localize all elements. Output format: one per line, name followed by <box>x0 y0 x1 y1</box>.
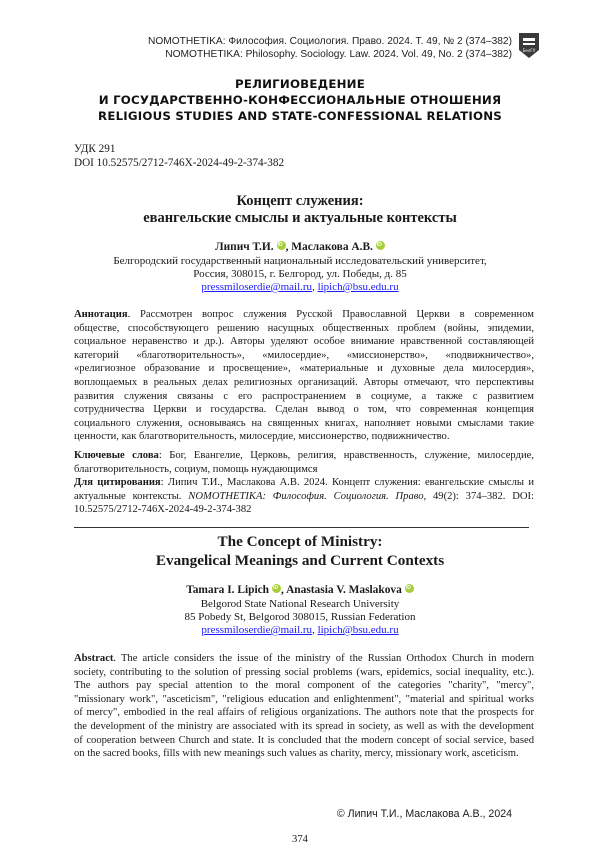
author-name: Липич Т.И. <box>215 241 274 253</box>
section-title-line2: И ГОСУДАРСТВЕННО-КОНФЕССИОНАЛЬНЫЕ ОТНОШЕНИЯ <box>98 93 502 107</box>
keywords-label: Ключевые слова <box>74 450 159 461</box>
doi: DOI 10.52575/2712-746X-2024-49-2-374-382 <box>74 157 285 169</box>
title-ru-line2: евангельские смыслы и актуальные контексты <box>143 210 457 226</box>
author-name: Tamara I. Lipich <box>186 584 269 596</box>
email-link[interactable]: lipich@bsu.edu.ru <box>317 281 399 293</box>
journal-header-ru: NOMOTHETIKA: Философия. Социология. Право. 2024. Т. 49, № 2 (374–382) <box>147 36 512 47</box>
affiliation-en-line2: 85 Pobedy St, Belgorod 308015, Russian Federation <box>184 611 416 623</box>
email-link[interactable]: lipich@bsu.edu.ru <box>317 624 399 636</box>
abstract-label: Аннотация <box>74 309 128 320</box>
title-en-line2: Evangelical Meanings and Current Contexts <box>155 552 445 569</box>
email-link[interactable]: pressmiloserdie@mail.ru <box>201 624 313 636</box>
orcid-icon[interactable] <box>405 584 414 593</box>
orcid-icon[interactable] <box>277 241 286 250</box>
udc-code: УДК 291 <box>74 143 116 155</box>
orcid-icon[interactable] <box>272 584 281 593</box>
section-divider <box>74 527 529 528</box>
author-name: Маслакова А.В. <box>291 241 373 253</box>
affiliation-ru-line1: Белгородский государственный национальный исследовательский университет, <box>113 255 487 267</box>
title-en-line1: The Concept of Ministry: <box>217 533 383 550</box>
section-title-line1: РЕЛИГИОВЕДЕНИЕ <box>234 77 365 91</box>
orcid-icon[interactable] <box>376 241 385 250</box>
copyright: © Липич Т.И., Маслакова А.В., 2024 <box>336 808 512 820</box>
journal-header <box>148 36 512 61</box>
title-ru-line1: Концепт служения: <box>236 193 364 209</box>
affiliation-ru-line2: Россия, 308015, г. Белгород, ул. Победы, д. 85 <box>193 268 407 280</box>
abstract-ru: Аннотация. Рассмотрен вопрос служения Русской Православной Церкви в современном обществе, способствующего решению насущных общественных проблем (войны, эпидемии, социальное неравенство и др.). Авторы уделяют особое внимание нравственной составляющей категорий «благотворительность», «милосердие», «миссионерство», «подвижничество», «религиозное образование и просвещение», «материальные и духовные дела милосердия», воплощаемых в реальных делах религиозных организаций. Авторы отмечают, что перспективы развития служения связаны с его распространением в социуме, а также с развитием сотрудничества Церкви и государства. Сделан вывод о том, что современная концепция социального служения, основываясь на священных книгах, наполняет новыми смыслами такие ценности, как благотворительность, милосердие, миссионерство, подвижничество. <box>74 309 534 443</box>
email-link[interactable]: pressmiloserdie@mail.ru <box>201 281 313 293</box>
citation-label: Для цитирования <box>74 477 161 488</box>
affiliation-en-line1: Belgorod State National Research University <box>200 598 400 610</box>
journal-header-en: NOMOTHETIKA: Philosophy. Sociology. Law. 2024. Vol. 49, No. 2 (374–382) <box>165 48 512 60</box>
abstract-en: Abstract. The article considers the issue of the ministry of the Russian Orthodox Church in modern society, contributing to the solution of pressing social problems (wars, epidemics, social inequality, etc.). The authors pay special attention to the moral component of the categories "charity", "mercy", "missionary work", "asceticism", "religious education and enlightenment", "material and spiritual works of mercy", embodied in the real affairs of religious organizations. The authors note that the prospects for the development of the ministry are associated with its spread in society, as well as with the development of cooperation between Church and state. It is concluded that the modern concept of social service, based on the sacred books, fills with new meanings such values as charity, mercy, missionary work, asceticism. <box>74 653 534 760</box>
keywords-ru: Ключевые слова: Бог, Евангелие, Церковь, религия, нравственность, служение, милосердие, благотворительность, социум, помощь нуждающимся <box>74 450 534 475</box>
citation-ru: Для цитирования: Липич Т.И., Маслакова А.В. 2024. Концепт служения: евангельские смыслы и актуальные контексты. NOMOTHETIKA: Философия. Социология. Право, 49(2): 374–382. DOI: 10.52575/2712-746X-2024-49-2-374-382 <box>74 477 534 516</box>
journal-name: NOMOTHETIKA: Философия. Социология. Право <box>188 490 424 502</box>
emails-en: pressmiloserdie@mail.ru, lipich@bsu.edu.ru <box>201 624 399 636</box>
abstract-label: Abstract <box>74 653 114 664</box>
logo-text: БелГУ <box>522 48 536 53</box>
authors-ru: Липич Т.И.iD , Маслакова А.В.iD <box>0 241 600 254</box>
emails-ru: pressmiloserdie@mail.ru, lipich@bsu.edu.ru <box>201 281 399 293</box>
author-name: Anastasia V. Maslakova <box>286 584 402 596</box>
authors-en: Tamara I. LipichiD , Anastasia V. MaslakovaiD <box>0 584 600 597</box>
section-title-line3: RELIGIOUS STUDIES AND STATE-CONFESSIONAL RELATIONS <box>98 109 502 123</box>
page-number: 374 <box>292 834 308 845</box>
university-logo-icon <box>518 32 540 59</box>
